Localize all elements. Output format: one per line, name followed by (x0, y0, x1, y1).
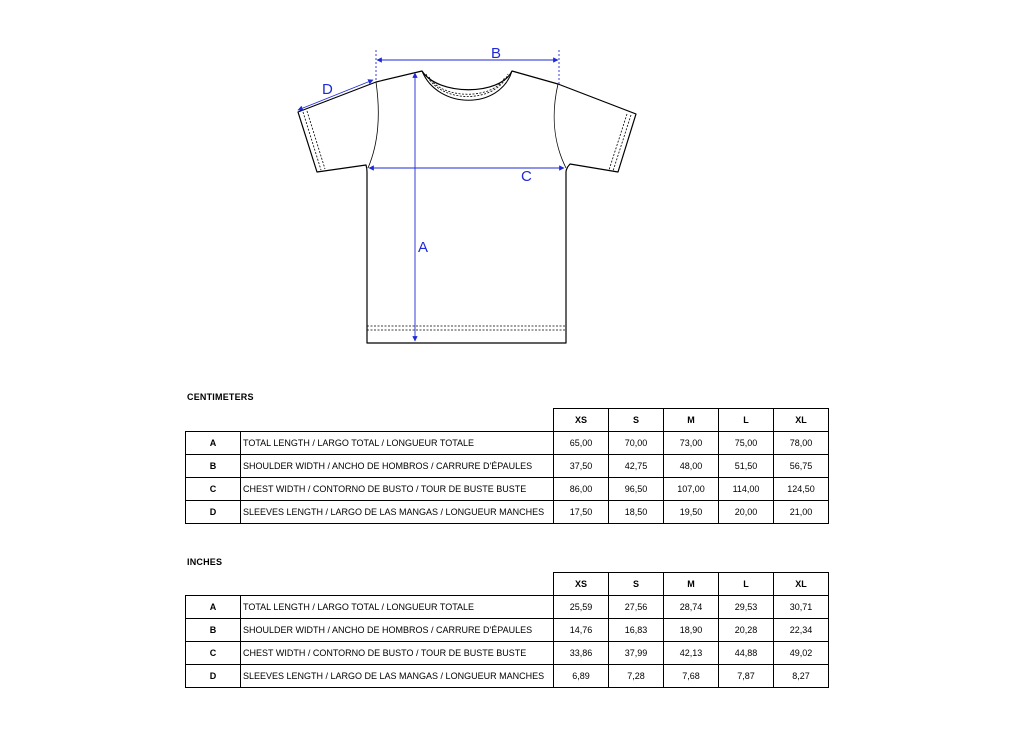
measurement-value: 96,50 (609, 478, 664, 501)
measurement-description: CHEST WIDTH / CONTORNO DE BUSTO / TOUR DE BUSTE BUSTE (241, 478, 554, 501)
measurement-code: A (186, 596, 241, 619)
measurement-value: 6,89 (554, 665, 609, 688)
measurement-value: 17,50 (554, 501, 609, 524)
measurement-value: 70,00 (609, 432, 664, 455)
measurement-value: 7,28 (609, 665, 664, 688)
size-header-xs: XS (554, 573, 609, 596)
size-header-s: S (609, 409, 664, 432)
table-row (186, 619, 829, 642)
dimension-c-label: C (521, 168, 532, 185)
measurement-value: 27,56 (609, 596, 664, 619)
measurement-value: 18,50 (609, 501, 664, 524)
tshirt-outline (298, 71, 636, 343)
table-row (186, 642, 829, 665)
table-row (186, 501, 829, 524)
size-header-s: S (609, 573, 664, 596)
measurement-value: 20,28 (719, 619, 774, 642)
measurement-value: 107,00 (664, 478, 719, 501)
measurement-value: 14,76 (554, 619, 609, 642)
measurement-value: 86,00 (554, 478, 609, 501)
header-spacer (186, 573, 241, 596)
measurement-code: C (186, 478, 241, 501)
measurement-code: C (186, 642, 241, 665)
measurement-value: 22,34 (774, 619, 829, 642)
measurement-value: 114,00 (719, 478, 774, 501)
centimeters-size-table (185, 408, 829, 524)
measurement-value: 42,75 (609, 455, 664, 478)
measurement-value: 78,00 (774, 432, 829, 455)
measurement-description: CHEST WIDTH / CONTORNO DE BUSTO / TOUR DE BUSTE BUSTE (241, 642, 554, 665)
measurement-description: TOTAL LENGTH / LARGO TOTAL / LONGUEUR TOTALE (241, 596, 554, 619)
measurement-value: 37,99 (609, 642, 664, 665)
dimension-b-label: B (491, 45, 502, 62)
measurement-value: 8,27 (774, 665, 829, 688)
table-row (186, 665, 829, 688)
measurement-description: SHOULDER WIDTH / ANCHO DE HOMBROS / CARRURE D'ÉPAULES (241, 619, 554, 642)
measurement-description: SHOULDER WIDTH / ANCHO DE HOMBROS / CARRURE D'ÉPAULES (241, 455, 554, 478)
measurement-value: 75,00 (719, 432, 774, 455)
measurement-value: 28,74 (664, 596, 719, 619)
measurement-value: 19,50 (664, 501, 719, 524)
dimension-d-label: D (322, 81, 333, 98)
measurement-value: 33,86 (554, 642, 609, 665)
measurement-value: 7,87 (719, 665, 774, 688)
measurement-value: 30,71 (774, 596, 829, 619)
size-header-xs: XS (554, 409, 609, 432)
measurement-value: 29,53 (719, 596, 774, 619)
measurement-value: 49,02 (774, 642, 829, 665)
measurement-value: 20,00 (719, 501, 774, 524)
measurement-code: B (186, 455, 241, 478)
header-spacer (241, 573, 554, 596)
measurement-value: 7,68 (664, 665, 719, 688)
size-header-xl: XL (774, 573, 829, 596)
measurement-description: SLEEVES LENGTH / LARGO DE LAS MANGAS / LONGUEUR MANCHES (241, 501, 554, 524)
measurement-value: 18,90 (664, 619, 719, 642)
size-header-row (186, 573, 829, 596)
measurement-value: 65,00 (554, 432, 609, 455)
inches-title: INCHES (187, 557, 223, 567)
measurement-value: 73,00 (664, 432, 719, 455)
measurement-value: 21,00 (774, 501, 829, 524)
measurement-code: D (186, 501, 241, 524)
measurement-code: D (186, 665, 241, 688)
measurement-code: A (186, 432, 241, 455)
measurement-value: 44,88 (719, 642, 774, 665)
table-row (186, 478, 829, 501)
measurement-value: 42,13 (664, 642, 719, 665)
size-header-l: L (719, 409, 774, 432)
size-header-xl: XL (774, 409, 829, 432)
measurement-value: 51,50 (719, 455, 774, 478)
measurement-description: TOTAL LENGTH / LARGO TOTAL / LONGUEUR TOTALE (241, 432, 554, 455)
measurement-value: 37,50 (554, 455, 609, 478)
measurement-code: B (186, 619, 241, 642)
size-header-m: M (664, 409, 719, 432)
size-header-m: M (664, 573, 719, 596)
header-spacer (241, 409, 554, 432)
size-header-l: L (719, 573, 774, 596)
centimeters-title: CENTIMETERS (187, 392, 254, 402)
table-row (186, 432, 829, 455)
measurement-value: 25,59 (554, 596, 609, 619)
measurement-value: 124,50 (774, 478, 829, 501)
table-row (186, 455, 829, 478)
size-header-row (186, 409, 829, 432)
inches-size-table (185, 572, 829, 688)
measurement-value: 56,75 (774, 455, 829, 478)
measurement-description: SLEEVES LENGTH / LARGO DE LAS MANGAS / LONGUEUR MANCHES (241, 665, 554, 688)
measurement-value: 16,83 (609, 619, 664, 642)
measurement-value: 48,00 (664, 455, 719, 478)
table-row (186, 596, 829, 619)
dimension-a-label: A (418, 239, 429, 256)
header-spacer (186, 409, 241, 432)
